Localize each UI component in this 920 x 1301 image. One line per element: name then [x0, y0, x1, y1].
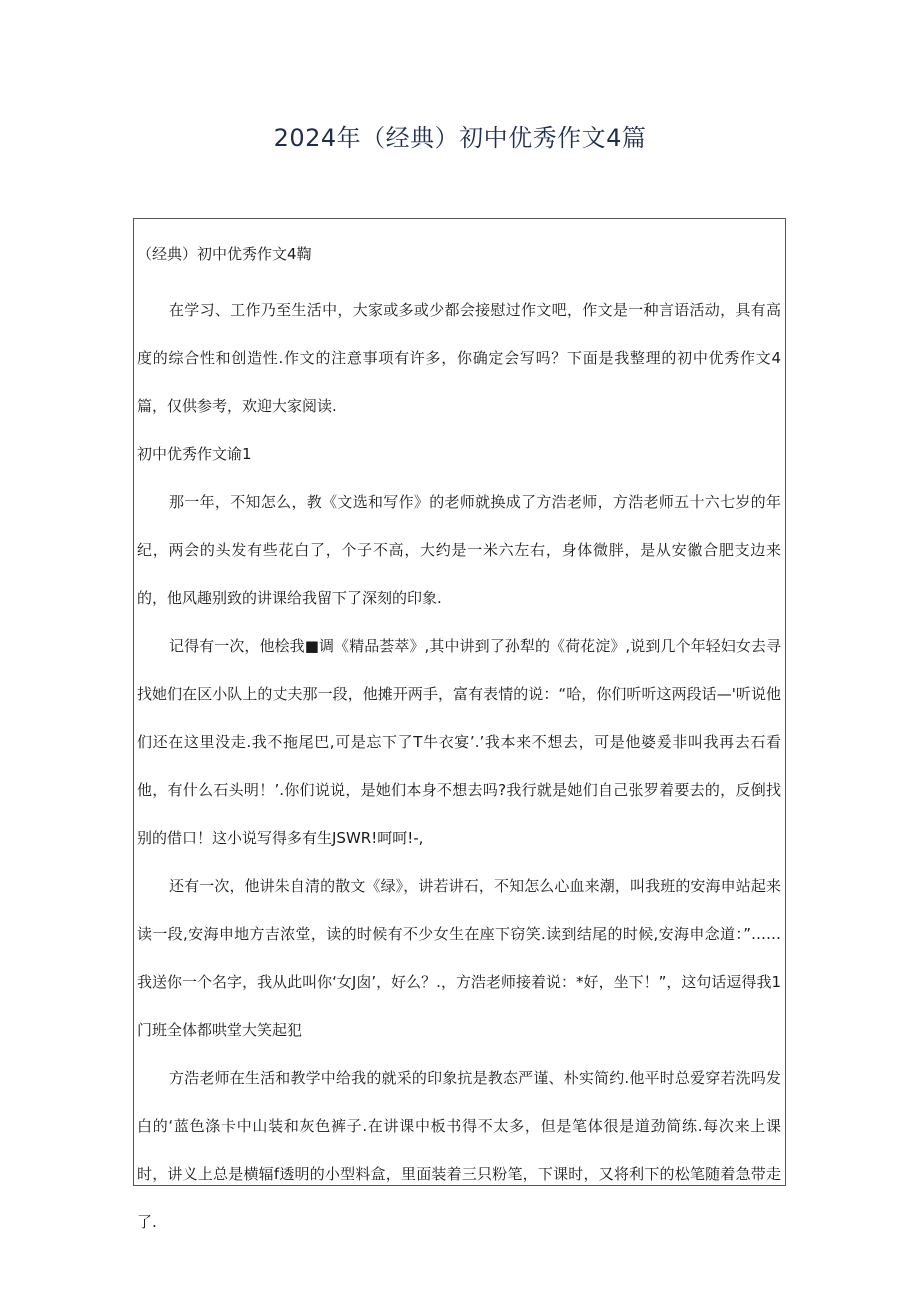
body-paragraph: 还有一次，他讲朱自清的散文《绿》，讲若讲石，不知怎么心血来潮，叫我班的安海申站起来读一段,安海申地方吉浓堂，读的时候有不少女生在座下窃笑.读到结尾的时候,安海申念道：”……我送你一个名字，我从此叫你‘女J囱’，好么？.，方浩老师接着说：*好，坐下！”，这句话逗得我1门班全体都哄堂大笑起犯: [137, 877, 781, 1039]
body-paragraph: 方浩老师在生活和教学中给我的就采的印象抗是教态严谨、朴实简约.他平时总爱穿若洗吗发白的‘蓝色涤卡中山装和灰色裤子.在讲课中板书得不太多，但是笔体很是道劲简练.每次来上课时，讲义上总是横辐f透明的小型料盒，里面装着三只粉笔，下课时，又将利下的松笔随着急带走了.: [137, 1069, 781, 1231]
intro-paragraph: 在学习、工作乃至生活中，大家或多或少都会接慰过作文吧，作文是一种言语活动，具有高度的综合性和创造性.作文的注意事项有许多，你确定会写吗？下面是我整理的初中优秀作文4篇，仅供参考，欢迎大家阅读.: [137, 301, 781, 415]
body-paragraph: 记得有一次，他桧我■调《精品荟萃》,其中讲到了孙犁的《荷花淀》,说到几个年轻妇女去寻找她们在区小队上的丈夫那一段，他摊开两手，富有表情的说：“哈，你们听听这两段话—'听说他们还在这里没走.我不拖尾巴,可是忘下了T牛衣宴’.’我本来不想去，可是他婆爰非叫我再去石看他，有什么石头明！’.你们说说，是她们本身不想去吗?我行就是她们自己张罗着要去的，反倒找别的借口！这小说写得多有生JSWR!呵呵!-,: [137, 637, 781, 847]
body-paragraph: 那一年，不知怎么，教《文选和写作》的老师就换成了方浩老师，方浩老师五十六七岁的年纪，两会的头发有些花白了，个子不高，大约是一米六左右，身体微胖，是从安徽合肥支边来的，他风趣别致的讲课给我留下了深刻的印象.: [137, 493, 781, 607]
essay-heading: 初中优秀作文谕1: [137, 445, 252, 463]
page-title: 2024年（经典）初中优秀作文4篇: [273, 124, 647, 152]
document-subtitle: （经典）初中优秀作文4鞫: [137, 245, 312, 263]
content-box: [133, 218, 786, 1231]
